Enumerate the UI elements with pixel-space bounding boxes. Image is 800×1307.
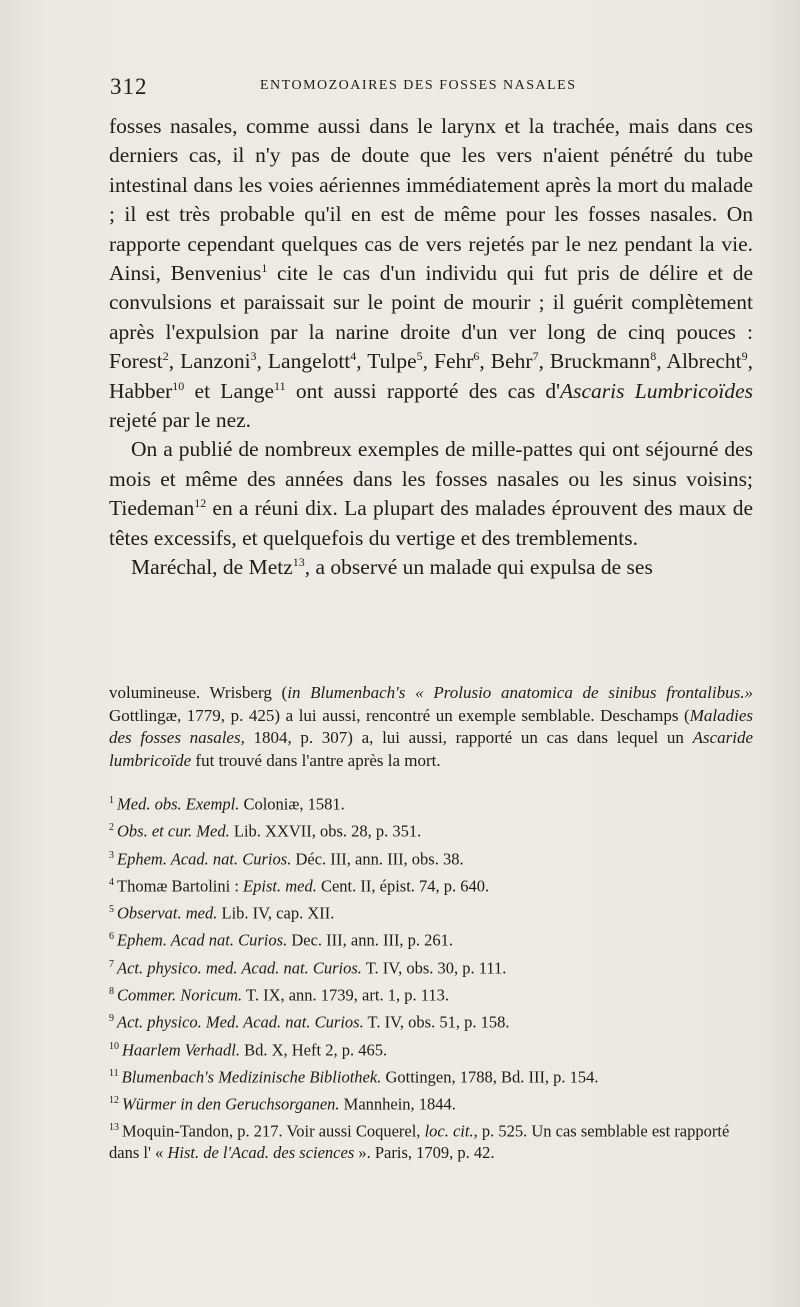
italic-title: Würmer in den Geruchsorganen. bbox=[122, 1094, 340, 1114]
text-span: Moquin-Tandon, p. 217. Voir aussi Coquerel, bbox=[122, 1121, 425, 1141]
italic-title: loc. cit., bbox=[424, 1121, 478, 1141]
footnote-mark: 7 bbox=[109, 958, 114, 970]
text-span: Thomæ Bartolini : bbox=[117, 876, 244, 896]
text-span: en a réuni dix. La plupart des malades éprouvent des maux de têtes excessifs, et quelquefois du vertige et des tremblements. bbox=[109, 496, 753, 550]
footnote bbox=[109, 926, 753, 951]
text-span: Gottlingæ, 1779, p. 425) a lui aussi, rencontré un exemple semblable. Deschamps ( bbox=[109, 705, 690, 725]
italic-title: Observat. med. bbox=[117, 903, 218, 923]
text-span: et Lange bbox=[184, 378, 275, 403]
text-span: , Behr bbox=[479, 349, 533, 374]
text-span: volumineuse. Wrisberg ( bbox=[109, 683, 288, 702]
footnote bbox=[109, 1036, 753, 1061]
text-span: , Bruckmann bbox=[538, 349, 651, 374]
italic-title: Blumenbach's Medizinische Bibliothek. bbox=[121, 1067, 382, 1087]
footnote bbox=[109, 872, 753, 897]
text-span: Bd. X, Heft 2, p. 465. bbox=[239, 1040, 388, 1060]
text-span: , Albrecht bbox=[656, 349, 742, 374]
continued-footnote bbox=[109, 682, 753, 772]
page-number: 312 bbox=[110, 74, 148, 99]
text-span: , Langelott bbox=[256, 349, 351, 374]
footnote-mark: 5 bbox=[109, 904, 114, 916]
footnote bbox=[109, 790, 753, 815]
text-span: ». Paris, 1709, p. 42. bbox=[354, 1143, 495, 1163]
footnote bbox=[109, 899, 753, 924]
footnote-mark: 2 bbox=[109, 822, 114, 834]
italic-title: Commer. Noricum. bbox=[117, 985, 243, 1005]
text-span: ont aussi rapporté des cas d' bbox=[285, 378, 560, 403]
main-text bbox=[109, 112, 753, 583]
footnote bbox=[109, 1117, 753, 1164]
running-head: ENTOMOZOAIRES DES FOSSES NASALES bbox=[260, 78, 577, 93]
italic-title: Epist. med. bbox=[243, 876, 317, 896]
text-span: T. IX, ann. 1739, art. 1, p. 113. bbox=[242, 985, 449, 1005]
text-span: , a observé un malade qui expulsa de ses bbox=[304, 555, 653, 580]
text-span: T. IV, obs. 30, p. 111. bbox=[361, 958, 507, 978]
text-span: Maréchal, de Metz bbox=[131, 555, 293, 580]
footnote-ref: 4 bbox=[350, 349, 357, 364]
text-span: Gottingen, 1788, Bd. III, p. 154. bbox=[381, 1067, 599, 1087]
footnote bbox=[109, 1090, 753, 1115]
text-span: On a publié de nombreux exemples de mille-pattes qui ont séjourné des mois et même des années dans les fosses nasales ou les sinus voisins; Tiedeman bbox=[109, 437, 753, 521]
footnote-ref: 5 bbox=[416, 349, 423, 364]
italic-term: Ascaris Lumbricoïdes bbox=[559, 378, 753, 403]
text-span: Dec. III, ann. III, p. 261. bbox=[287, 930, 454, 950]
footnote bbox=[109, 817, 753, 842]
footnote-mark: 11 bbox=[109, 1067, 119, 1079]
text-span: rejeté par le nez. bbox=[109, 408, 252, 433]
text-span: Coloniæ, 1581. bbox=[239, 794, 345, 814]
footnote-mark: 1 bbox=[109, 795, 114, 806]
paragraph-1 bbox=[109, 112, 753, 435]
text-span: , Habber bbox=[109, 349, 754, 403]
text-span: T. IV, obs. 51, p. 158. bbox=[363, 1012, 510, 1032]
italic-title: in Blumenbach's « Prolusio anatomica de sinibus frontalibus.» bbox=[287, 683, 753, 702]
italic-title: Med. obs. Exempl. bbox=[117, 794, 240, 814]
text-span: , Tulpe bbox=[356, 349, 417, 374]
footnote-ref: 12 bbox=[194, 496, 207, 511]
italic-title: Act. physico. Med. Acad. nat. Curios. bbox=[117, 1012, 364, 1032]
footnote-mark: 10 bbox=[109, 1040, 119, 1052]
paragraph-2 bbox=[109, 435, 753, 553]
text-span: p. 525. Un cas semblable est rapporté dans l' « bbox=[109, 1121, 730, 1163]
italic-title: Obs. et cur. Med. bbox=[117, 821, 230, 841]
text-span: cite le cas d'un individu qui fut pris de délire et de convulsions et paraissait sur le point de mourir ; il guérit complètement après l'expulsion par la narine droite d'un ver long de cinq pouces : Forest bbox=[109, 261, 753, 374]
text-span: , Lanzoni bbox=[168, 349, 251, 374]
footnote bbox=[109, 1008, 753, 1033]
footnote-ref: 2 bbox=[162, 349, 169, 364]
italic-title: Act. physico. med. Acad. nat. Curios. bbox=[117, 958, 362, 978]
text-span: , Fehr bbox=[422, 349, 474, 374]
text-span: Lib. XXVII, obs. 28, p. 351. bbox=[229, 821, 422, 841]
text-span: Mannhein, 1844. bbox=[339, 1094, 456, 1114]
italic-title: Hist. de l'Acad. des sciences bbox=[167, 1143, 355, 1163]
footnotes bbox=[109, 790, 753, 1166]
footnote-ref: 3 bbox=[250, 349, 257, 364]
italic-title: Haarlem Verhadl. bbox=[122, 1040, 240, 1060]
footnote-ref: 1 bbox=[261, 260, 268, 275]
italic-title: Ephem. Acad nat. Curios. bbox=[117, 930, 288, 950]
paragraph-3 bbox=[109, 553, 753, 582]
footnote bbox=[109, 981, 753, 1006]
text-span: fosses nasales, comme aussi dans le larynx et la trachée, mais dans ces derniers cas, il n'y pas de doute que les vers n'aient pénétré du tube intestinal dans les voies aériennes immédiatement après la mort du malade ; il est très probable qu'il en est de même pour les fosses nasales. On rapporte cependant quelques cas de vers rejetés par le nez pendant la vie. Ainsi, Benvenius bbox=[109, 114, 753, 286]
footnote-mark: 6 bbox=[109, 931, 114, 943]
italic-title: Maladies des fosses nasales, bbox=[109, 705, 753, 747]
footnote-ref: 8 bbox=[650, 349, 657, 364]
footnote-ref: 11 bbox=[274, 378, 286, 393]
footnote bbox=[109, 1063, 753, 1088]
continued-footnote-text bbox=[109, 682, 753, 772]
footnote-ref: 13 bbox=[292, 554, 305, 569]
page-header bbox=[110, 74, 750, 104]
footnote-mark: 13 bbox=[109, 1122, 119, 1134]
footnote-ref: 10 bbox=[172, 378, 185, 393]
italic-term: Ascaride lumbricoïde bbox=[109, 728, 753, 770]
text-span: Déc. III, ann. III, obs. 38. bbox=[291, 849, 464, 869]
footnote-mark: 12 bbox=[109, 1095, 119, 1107]
footnote-mark: 3 bbox=[109, 849, 114, 861]
footnote bbox=[109, 845, 753, 870]
text-span: 1804, p. 307) a, lui aussi, rapporté un cas dans lequel un bbox=[244, 728, 693, 747]
text-span: fut trouvé dans l'antre après la mort. bbox=[191, 750, 441, 770]
footnote-ref: 9 bbox=[741, 349, 748, 364]
text-span: Lib. IV, cap. XII. bbox=[217, 903, 335, 923]
footnote-mark: 9 bbox=[109, 1013, 114, 1025]
footnote-mark: 4 bbox=[109, 876, 114, 888]
footnote bbox=[109, 954, 753, 979]
footnote-ref: 7 bbox=[532, 349, 539, 364]
text-span: Cent. II, épist. 74, p. 640. bbox=[316, 876, 490, 896]
footnote-ref: 6 bbox=[473, 349, 480, 364]
italic-title: Ephem. Acad. nat. Curios. bbox=[117, 849, 292, 869]
footnote-mark: 8 bbox=[109, 985, 114, 997]
